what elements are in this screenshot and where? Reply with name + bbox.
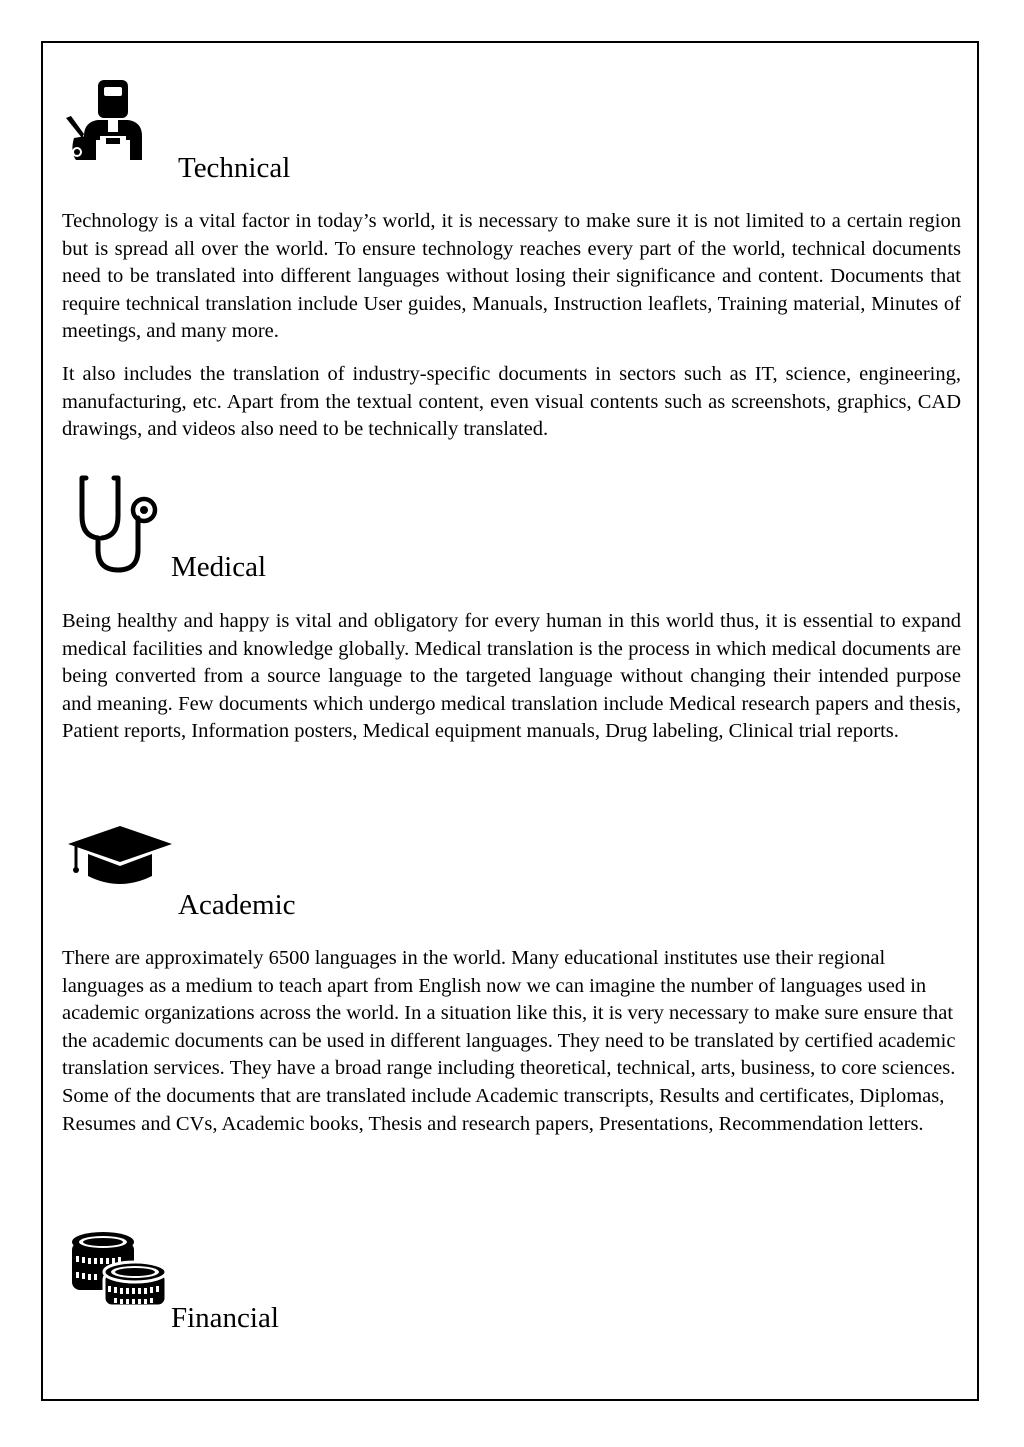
medical-paragraph-1: Being healthy and happy is vital and obligatory for every human in this world thus, it is essential to expand medical facilities and knowledge globally. Medical translation is the process in which medical documents are being converted from a source language to the targeted language without changing their intended purpose and meaning. Few documents which undergo medical translation include Medical research papers and thesis, Patient reports, Information posters, Medical equipment manuals, Drug labeling, Clinical trial reports. bbox=[62, 610, 961, 743]
graduation-cap-icon bbox=[66, 822, 174, 888]
academic-paragraph-1: There are approximately 6500 languages in the world. Many educational institutes use their regional languages as a medium to teach apart from English now we can imagine the number of languages used in academic organizations across the world. In a situation like this, it is very necessary to make sure ensure that the academic documents can be used in different languages. They need to be translated by certified academic translation services. They have a broad range including theoretical, technical, arts, business, to core sciences. Some of the documents that are translated include Academic transcripts, Results and certificates, Diplomas, Resumes and CVs, Academic books, Thesis and research papers, Presentations, Recommendation letters. bbox=[62, 947, 956, 1135]
section-title-financial: Financial bbox=[171, 1302, 279, 1334]
coins-icon bbox=[70, 1230, 170, 1316]
section-title-academic: Academic bbox=[178, 889, 296, 921]
stethoscope-icon bbox=[76, 472, 160, 576]
welder-icon bbox=[62, 78, 162, 164]
section-title-technical: Technical bbox=[178, 152, 291, 184]
technical-paragraph-2: It also includes the translation of industry-specific documents in sectors such as IT, science, engineering, manufacturing, etc. Apart from the textual content, even visual contents such as screenshots, graphics, CAD drawings, and videos also need to be technically translated. bbox=[62, 363, 961, 441]
section-title-medical: Medical bbox=[171, 551, 267, 583]
technical-paragraph-1: Technology is a vital factor in today’s world, it is necessary to make sure it is not limited to a certain region but is spread all over the world. To ensure technology reaches every part of the world, technical documents need to be translated into different languages without losing their significance and content. Documents that require technical translation include User guides, Manuals, Instruction leaflets, Training material, Minutes of meetings, and many more. bbox=[62, 210, 961, 343]
